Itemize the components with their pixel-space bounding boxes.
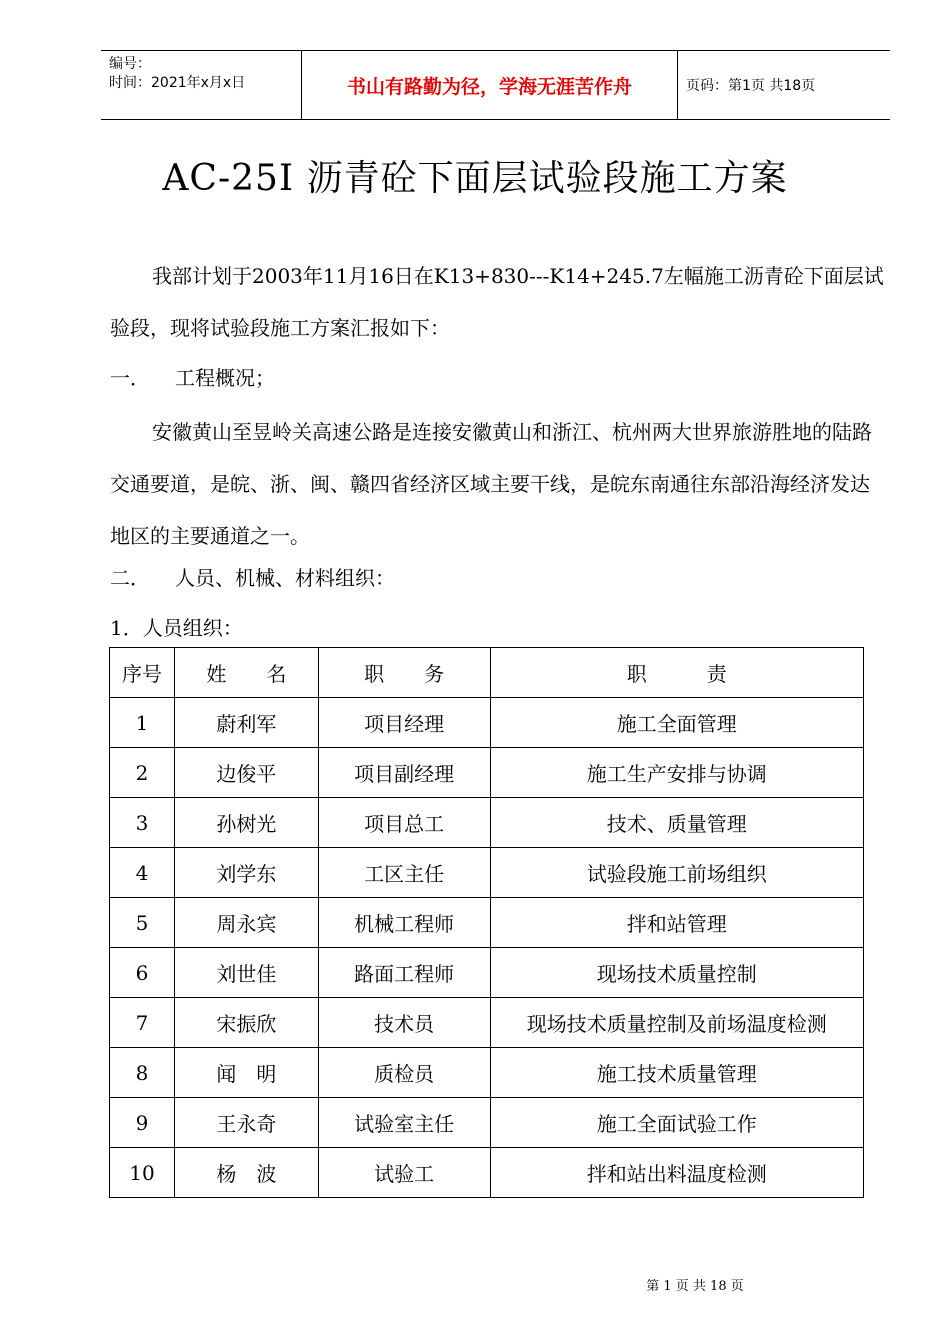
column-header-duty: 职 责 (490, 648, 863, 698)
cell-index: 8 (110, 1048, 175, 1098)
header-page-info: 页码：第1页 共18页 (686, 78, 816, 94)
cell-name: 孙树光 (174, 798, 318, 848)
cell-index: 7 (110, 998, 175, 1048)
cell-duty: 拌和站出料温度检测 (490, 1148, 863, 1198)
cell-duty: 技术、质量管理 (490, 798, 863, 848)
page-header (101, 50, 890, 120)
cell-name: 刘世佳 (174, 948, 318, 998)
header-motto: 书山有路勤为径，学海无涯苦作舟 (301, 51, 678, 119)
cell-index: 3 (110, 798, 175, 848)
table-row (110, 748, 864, 798)
table-row (110, 948, 864, 998)
intro-paragraph: 我部计划于2003年11月16日在K13+830---K14+245.7左幅施工沥青砼下面层试验段，现将试验段施工方案汇报如下： (110, 264, 884, 340)
cell-position: 技术员 (318, 998, 490, 1048)
cell-position: 试验工 (318, 1148, 490, 1198)
table-row (110, 798, 864, 848)
cell-position: 工区主任 (318, 848, 490, 898)
section-number: 一． (110, 366, 150, 390)
cell-duty: 施工生产安排与协调 (490, 748, 863, 798)
cell-position: 路面工程师 (318, 948, 490, 998)
cell-duty: 施工全面试验工作 (490, 1098, 863, 1148)
cell-index: 2 (110, 748, 175, 798)
cell-position: 项目副经理 (318, 748, 490, 798)
cell-index: 5 (110, 898, 175, 948)
page-footer: 第 1 页 共 18 页 (646, 1279, 744, 1294)
column-header-name: 姓 名 (174, 648, 318, 698)
cell-name: 边俊平 (174, 748, 318, 798)
document-number-label: 编号： (109, 56, 151, 72)
table-row (110, 1148, 864, 1198)
cell-index: 9 (110, 1098, 175, 1148)
header-meta (101, 51, 301, 119)
cell-position: 机械工程师 (318, 898, 490, 948)
cell-position: 质检员 (318, 1048, 490, 1098)
section-number: 二． (110, 566, 150, 590)
section-heading-2 (110, 562, 395, 591)
cell-duty: 现场技术质量控制及前场温度检测 (490, 998, 863, 1048)
cell-duty: 试验段施工前场组织 (490, 848, 863, 898)
table-row (110, 1098, 864, 1148)
table-row (110, 698, 864, 748)
cell-name: 闻 明 (174, 1048, 318, 1098)
overview-paragraph: 安徽黄山至昱岭关高速公路是连接安徽黄山和浙江、杭州两大世界旅游胜地的陆路交通要道，是皖、浙、闽、赣四省经济区域主要干线，是皖东南通往东部沿海经济发达地区的主要通道之一。 (110, 420, 872, 548)
column-header-index: 序号 (110, 648, 175, 698)
cell-name: 刘学东 (174, 848, 318, 898)
cell-position: 项目经理 (318, 698, 490, 748)
table-row (110, 848, 864, 898)
cell-name: 杨 波 (174, 1148, 318, 1198)
cell-duty: 施工技术质量管理 (490, 1048, 863, 1098)
cell-position: 试验室主任 (318, 1098, 490, 1148)
staff-table (109, 647, 864, 1198)
subsection-heading: 1．人员组织： (110, 616, 243, 640)
table-row (110, 1048, 864, 1098)
section-heading-1 (110, 362, 275, 391)
table-row (110, 898, 864, 948)
cell-duty: 拌和站管理 (490, 898, 863, 948)
cell-duty: 施工全面管理 (490, 698, 863, 748)
document-date: 时间：2021年x月x日 (109, 75, 246, 91)
cell-name: 王永奇 (174, 1098, 318, 1148)
cell-index: 6 (110, 948, 175, 998)
document-title: AC-25Ⅰ 沥青砼下面层试验段施工方案 (162, 158, 788, 199)
cell-index: 4 (110, 848, 175, 898)
cell-name: 蔚利军 (174, 698, 318, 748)
section-title: 人员、机械、材料组织： (175, 566, 395, 590)
section-title: 工程概况； (175, 366, 275, 390)
cell-duty: 现场技术质量控制 (490, 948, 863, 998)
cell-name: 宋振欣 (174, 998, 318, 1048)
cell-index: 1 (110, 698, 175, 748)
cell-name: 周永宾 (174, 898, 318, 948)
table-header-row (110, 648, 864, 698)
table-row (110, 998, 864, 1048)
cell-index: 10 (110, 1148, 175, 1198)
column-header-position: 职 务 (318, 648, 490, 698)
cell-position: 项目总工 (318, 798, 490, 848)
